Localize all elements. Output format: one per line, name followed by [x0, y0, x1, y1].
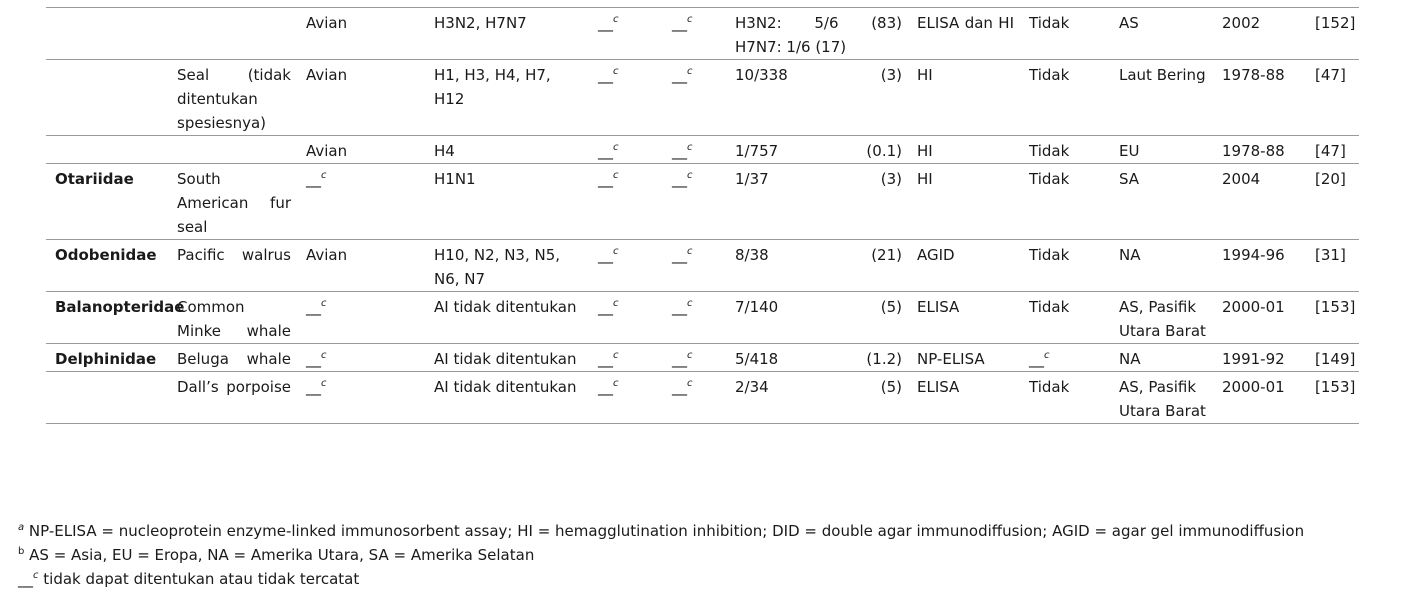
detection-cell: Tidak	[1029, 142, 1070, 160]
table-row	[46, 344, 1359, 372]
blank-marker: __	[598, 246, 613, 264]
virus-cell: Avian	[306, 14, 348, 32]
footnote-a-mark: a	[18, 522, 25, 533]
footnote-c-marker: c	[687, 378, 693, 389]
footnote-c-marker: c	[613, 170, 619, 181]
table-row	[46, 372, 1359, 424]
virus-cell	[297, 344, 425, 372]
region-cell: AS	[1119, 14, 1139, 32]
virus-cell	[297, 292, 425, 344]
footnote-c-marker: c	[321, 170, 327, 181]
species-cell: Beluga whale	[177, 350, 291, 368]
subtype-cell: H1, H3, H4, H7, H12	[434, 66, 551, 108]
region-cell: Laut Bering	[1119, 66, 1206, 84]
region-cell: NA	[1119, 350, 1141, 368]
footnote-c-marker: c	[687, 14, 693, 25]
col5-cell	[589, 240, 663, 292]
blank-marker: __	[672, 298, 687, 316]
year-cell: 1994-96	[1222, 246, 1285, 264]
footnote-c-marker: c	[613, 66, 619, 77]
method-cell: AGID	[917, 246, 955, 264]
detection-cell: Tidak	[1029, 66, 1070, 84]
footnote-b-text: AS = Asia, EU = Eropa, NA = Amerika Utara, SA = Amerika Selatan	[29, 546, 535, 564]
method-cell: HI	[917, 170, 933, 188]
species-cell: Dall’s porpoise	[177, 378, 291, 396]
footnote-b	[18, 545, 534, 565]
footnote-c-marker: c	[687, 66, 693, 77]
year-cell: 1991-92	[1222, 350, 1285, 368]
footnote-a	[18, 521, 1304, 541]
region-cell: SA	[1119, 170, 1140, 188]
subtype-cell: H3N2, H7N7	[434, 14, 527, 32]
species-cell: South American fur seal	[177, 170, 291, 236]
detection-cell: Tidak	[1029, 246, 1070, 264]
blank-marker: __	[672, 378, 687, 396]
result-cell-line: H7N7: 1/6 (17)	[735, 38, 847, 56]
footnote-c-blank: __	[18, 570, 33, 588]
blank-marker: __	[598, 14, 613, 32]
subtype-cell: AI tidak ditentukan	[434, 350, 577, 368]
footnote-a-text: NP-ELISA = nucleoprotein enzyme-linked immunosorbent assay; HI = hemagglutination inhibition; DID = double agar immunodiffusion; AGID = agar gel immunodiffusion	[28, 522, 1305, 540]
col6-cell	[663, 136, 726, 164]
year-cell: 2002	[1222, 14, 1261, 32]
footnote-c-mark: c	[33, 570, 39, 581]
footnote-c-marker: c	[613, 14, 619, 25]
blank-marker: __	[672, 170, 687, 188]
year-cell: 1978-88	[1222, 142, 1285, 160]
method-cell: HI	[917, 142, 933, 160]
data-table	[46, 7, 1359, 424]
footnote-c-marker: c	[687, 298, 693, 309]
result-cell-line: H3N2: 5/6 (83)	[735, 14, 902, 32]
blank-marker: __	[672, 246, 687, 264]
blank-marker: __	[598, 350, 613, 368]
footnote-c-marker: c	[321, 350, 327, 361]
footnote-c-marker: c	[613, 142, 619, 153]
col6-cell	[663, 164, 726, 240]
result-cell: 2/34 (5)	[735, 378, 902, 396]
method-cell: NP-ELISA	[917, 350, 985, 368]
subtype-cell: AI tidak ditentukan	[434, 298, 577, 316]
blank-marker: __	[306, 170, 321, 188]
species-cell: Seal (tidak ditentukan spesiesnya)	[177, 66, 291, 132]
detection-cell: Tidak	[1029, 170, 1070, 188]
footnote-c-marker: c	[1044, 350, 1050, 361]
blank-marker: __	[598, 142, 613, 160]
result-cell: 10/338 (3)	[735, 66, 902, 84]
detection-cell	[1020, 344, 1110, 372]
blank-marker: __	[306, 350, 321, 368]
region-cell: EU	[1119, 142, 1140, 160]
footnote-c-marker: c	[613, 350, 619, 361]
subtype-cell: H10, N2, N3, N5, N6, N7	[434, 246, 561, 288]
col6-cell	[663, 372, 726, 424]
method-cell: ELISA dan HI	[917, 14, 1014, 32]
reference-cell: [149]	[1315, 350, 1356, 368]
virus-cell	[297, 372, 425, 424]
result-cell: 5/418 (1.2)	[735, 350, 902, 368]
footnote-c-marker: c	[613, 246, 619, 257]
family-cell	[46, 136, 168, 164]
reference-cell: [47]	[1315, 66, 1346, 84]
result-cell: 1/37 (3)	[735, 170, 902, 188]
detection-cell: Tidak	[1029, 378, 1070, 396]
footnote-c-text: tidak dapat ditentukan atau tidak tercatat	[43, 570, 360, 588]
blank-marker: __	[598, 378, 613, 396]
footnote-c-marker: c	[687, 246, 693, 257]
footnote-b-mark: b	[18, 546, 25, 557]
footnote-c-marker: c	[613, 298, 619, 309]
col5-cell	[589, 60, 663, 136]
col5-cell	[589, 344, 663, 372]
blank-marker: __	[598, 66, 613, 84]
footnote-c-marker: c	[687, 142, 693, 153]
result-cell: 1/757 (0.1)	[735, 142, 902, 160]
table-row	[46, 136, 1359, 164]
family-cell: Delphinidae	[55, 350, 157, 368]
blank-marker: __	[306, 298, 321, 316]
year-cell: 2000-01	[1222, 378, 1285, 396]
blank-marker: __	[672, 350, 687, 368]
blank-marker: __	[1029, 350, 1044, 368]
reference-cell: [152]	[1315, 14, 1356, 32]
col6-cell	[663, 8, 726, 60]
reference-cell: [47]	[1315, 142, 1346, 160]
footnote-c-marker: c	[613, 378, 619, 389]
family-cell	[46, 60, 168, 136]
detection-cell: Tidak	[1029, 298, 1070, 316]
table-row	[46, 164, 1359, 240]
method-cell: ELISA	[917, 298, 960, 316]
method-cell: ELISA	[917, 378, 960, 396]
family-cell: Otariidae	[55, 170, 134, 188]
species-cell	[168, 136, 297, 164]
footnote-c-marker: c	[321, 378, 327, 389]
species-cell	[168, 8, 297, 60]
result-cell	[726, 8, 908, 60]
subtype-cell: H1N1	[434, 170, 476, 188]
col5-cell	[589, 8, 663, 60]
footnote-c-marker: c	[687, 170, 693, 181]
footnote-c	[18, 569, 359, 589]
table-row	[46, 292, 1359, 344]
result-cell: 8/38 (21)	[735, 246, 902, 264]
virus-cell: Avian	[306, 246, 348, 264]
year-cell: 1978-88	[1222, 66, 1285, 84]
blank-marker: __	[598, 298, 613, 316]
family-cell	[46, 372, 168, 424]
blank-marker: __	[306, 378, 321, 396]
blank-marker: __	[598, 170, 613, 188]
subtype-cell: AI tidak ditentukan	[434, 378, 577, 396]
subtype-cell: H4	[434, 142, 455, 160]
family-cell: Balanopteridae	[55, 298, 185, 316]
footnote-c-marker: c	[687, 350, 693, 361]
family-cell	[46, 8, 168, 60]
family-cell: Odobenidae	[55, 246, 157, 264]
species-cell: Common Minke whale	[177, 298, 291, 340]
method-cell: HI	[917, 66, 933, 84]
col5-cell	[589, 164, 663, 240]
table-row	[46, 240, 1359, 292]
blank-marker: __	[672, 66, 687, 84]
table-row	[46, 60, 1359, 136]
region-cell: AS, Pasifik Utara Barat	[1119, 378, 1206, 420]
blank-marker: __	[672, 142, 687, 160]
footnote-c-marker: c	[321, 298, 327, 309]
year-cell: 2000-01	[1222, 298, 1285, 316]
virus-cell	[297, 164, 425, 240]
col6-cell	[663, 344, 726, 372]
region-cell: NA	[1119, 246, 1141, 264]
reference-cell: [153]	[1315, 378, 1356, 396]
col5-cell	[589, 136, 663, 164]
reference-cell: [153]	[1315, 298, 1356, 316]
col5-cell	[589, 292, 663, 344]
blank-marker: __	[672, 14, 687, 32]
virus-cell: Avian	[306, 66, 348, 84]
table-row	[46, 8, 1359, 60]
col6-cell	[663, 292, 726, 344]
region-cell: AS, Pasifik Utara Barat	[1119, 298, 1206, 340]
col6-cell	[663, 240, 726, 292]
species-cell: Pacific walrus	[177, 246, 291, 264]
year-cell: 2004	[1222, 170, 1261, 188]
reference-cell: [31]	[1315, 246, 1346, 264]
virus-cell: Avian	[306, 142, 348, 160]
col5-cell	[589, 372, 663, 424]
reference-cell: [20]	[1315, 170, 1346, 188]
result-cell: 7/140 (5)	[735, 298, 902, 316]
detection-cell: Tidak	[1029, 14, 1070, 32]
col6-cell	[663, 60, 726, 136]
